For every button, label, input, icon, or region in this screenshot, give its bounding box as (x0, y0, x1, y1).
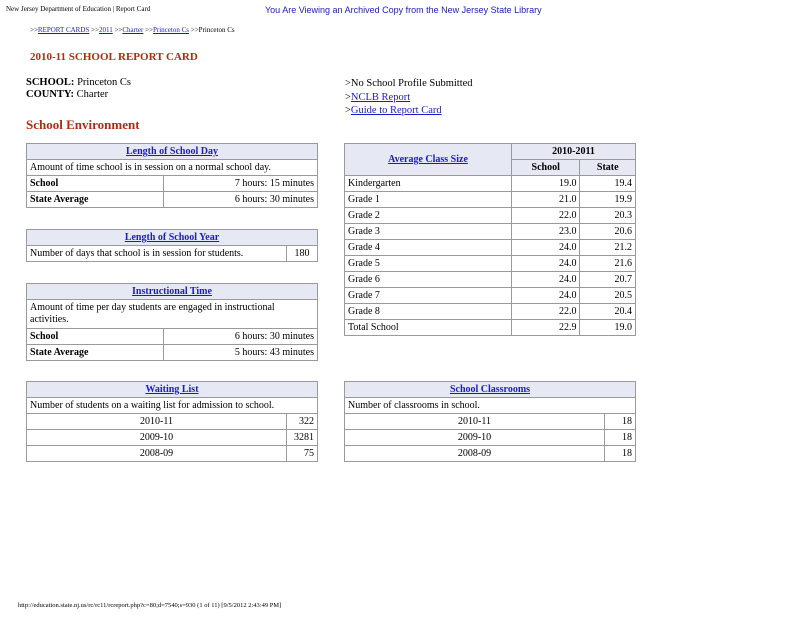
row-label: School (27, 176, 164, 192)
waiting-list-desc: Number of students on a waiting list for admission to school. (27, 398, 318, 414)
link-prefix: > (345, 91, 351, 103)
class-size-year: 2010-2011 (512, 144, 636, 160)
length-of-year-desc: Number of days that school is in session for students. (27, 246, 287, 262)
school-value: 24.0 (512, 288, 580, 304)
waiting-list-header (27, 382, 318, 398)
length-of-year-link[interactable]: Length of School Year (124, 232, 220, 243)
row-value: 322 (287, 414, 318, 430)
row-value: 6 hours: 30 minutes (164, 329, 318, 345)
table-row (345, 240, 636, 256)
school-value: 19.0 (512, 176, 580, 192)
table-row (345, 320, 636, 336)
class-size-header (345, 144, 512, 176)
row-label: State Average (27, 192, 164, 208)
breadcrumb (30, 26, 235, 34)
breadcrumb-sep: >> (114, 26, 123, 34)
grade-label: Grade 8 (345, 304, 512, 320)
col-school: School (512, 160, 580, 176)
table-row (27, 246, 318, 262)
year-label: 2008-09 (27, 446, 287, 462)
class-size-link[interactable]: Average Class Size (388, 154, 468, 165)
row-label: School (27, 329, 164, 345)
school-value: 24.0 (512, 272, 580, 288)
table-row (345, 446, 636, 462)
no-profile-text: >No School Profile Submitted (345, 78, 473, 89)
grade-label: Grade 6 (345, 272, 512, 288)
link-prefix: > (345, 105, 351, 116)
table-row (27, 446, 318, 462)
row-value: 6 hours: 30 minutes (164, 192, 318, 208)
table-row (27, 329, 318, 345)
state-value: 20.7 (580, 272, 636, 288)
row-value: 18 (605, 430, 636, 446)
state-value: 19.9 (580, 192, 636, 208)
row-label: State Average (27, 345, 164, 361)
grade-label: Grade 5 (345, 256, 512, 272)
row-value: 75 (287, 446, 318, 462)
archive-banner: You Are Viewing an Archived Copy from the New Jersey State Library (265, 5, 542, 15)
year-label: 2008-09 (345, 446, 605, 462)
grade-label: Grade 1 (345, 192, 512, 208)
page-title: 2010-11 SCHOOL REPORT CARD (30, 51, 198, 63)
table-row (345, 272, 636, 288)
state-value: 20.5 (580, 288, 636, 304)
grade-label: Kindergarten (345, 176, 512, 192)
grade-label: Grade 7 (345, 288, 512, 304)
state-value: 20.3 (580, 208, 636, 224)
row-value: 7 hours: 15 minutes (164, 176, 318, 192)
school-value: 22.0 (512, 304, 580, 320)
year-label: 2009-10 (27, 430, 287, 446)
grade-label: Total School (345, 320, 512, 336)
table-row (345, 176, 636, 192)
row-value: 18 (605, 446, 636, 462)
table-row (345, 224, 636, 240)
county-value: Charter (76, 89, 109, 100)
breadcrumb-sep: >> (91, 26, 99, 34)
class-size-table (344, 143, 636, 336)
table-row (345, 192, 636, 208)
breadcrumb-current: Princeton Cs (198, 26, 235, 34)
breadcrumb-princeton[interactable]: Princeton Cs (153, 26, 189, 34)
table-row (345, 288, 636, 304)
table-row (345, 304, 636, 320)
state-value: 20.4 (580, 304, 636, 320)
waiting-list-table (26, 381, 318, 462)
table-row (27, 345, 318, 361)
row-value: 5 hours: 43 minutes (164, 345, 318, 361)
length-of-day-desc: Amount of time school is in session on a normal school day. (27, 160, 318, 176)
classrooms-header (345, 382, 636, 398)
state-value: 19.4 (580, 176, 636, 192)
col-state: State (580, 160, 636, 176)
state-value: 20.6 (580, 224, 636, 240)
school-value: 23.0 (512, 224, 580, 240)
year-label: 2009-10 (345, 430, 605, 446)
school-info (26, 77, 131, 101)
table-row (345, 414, 636, 430)
table-row (27, 414, 318, 430)
row-value: 3281 (287, 430, 318, 446)
breadcrumb-charter[interactable]: Charter (122, 26, 144, 34)
school-value: 22.0 (512, 208, 580, 224)
school-label: SCHOOL: (26, 77, 75, 88)
state-value: 19.0 (580, 320, 636, 336)
instructional-time-table (26, 283, 318, 361)
state-value: 21.6 (580, 256, 636, 272)
breadcrumb-sep: >> (145, 26, 154, 34)
table-row (27, 430, 318, 446)
grade-label: Grade 3 (345, 224, 512, 240)
classrooms-link[interactable]: School Classrooms (449, 384, 531, 395)
report-links (345, 77, 473, 118)
length-of-day-link[interactable]: Length of School Day (126, 146, 218, 157)
length-of-day-header (27, 144, 318, 160)
row-value: 18 (605, 414, 636, 430)
breadcrumb-2011[interactable]: 2011 (98, 26, 113, 34)
state-value: 21.2 (580, 240, 636, 256)
length-of-day-table (26, 143, 318, 208)
guide-link[interactable]: Guide to Report Card (350, 105, 442, 116)
top-left-title: New Jersey Department of Education | Report Card (6, 5, 151, 13)
school-value: 24.0 (512, 240, 580, 256)
table-row (345, 430, 636, 446)
page-footer-url: http://education.state.nj.us/rc/rc11/rcreport.php?c=80;d=7540;s=930 (1 of 11) [9/5/2012 2:43:49 PM] (18, 602, 282, 609)
length-of-year-header (27, 230, 318, 246)
grade-label: Grade 4 (345, 240, 512, 256)
table-row (345, 208, 636, 224)
classrooms-desc: Number of classrooms in school. (345, 398, 636, 414)
table-row (27, 192, 318, 208)
year-label: 2010-11 (345, 414, 605, 430)
instructional-time-link[interactable]: Instructional Time (132, 286, 212, 297)
length-of-year-table (26, 229, 318, 262)
breadcrumb-report-cards[interactable]: REPORT CARDS (37, 26, 90, 34)
school-value: 21.0 (512, 192, 580, 208)
length-of-year-value: 180 (287, 246, 318, 262)
section-title: School Environment (26, 117, 140, 132)
breadcrumb-sep: >> (190, 26, 199, 34)
grade-label: Grade 2 (345, 208, 512, 224)
school-value: 22.9 (512, 320, 580, 336)
school-value: Princeton Cs (77, 77, 132, 88)
instructional-time-desc: Amount of time per day students are engaged in instructional activities. (27, 300, 318, 329)
county-label: COUNTY: (26, 89, 75, 100)
year-label: 2010-11 (27, 414, 287, 430)
instructional-time-header (27, 284, 318, 300)
waiting-list-link[interactable]: Waiting List (145, 384, 199, 395)
school-value: 24.0 (512, 256, 580, 272)
breadcrumb-sep: >> (30, 26, 38, 34)
table-row (345, 256, 636, 272)
classrooms-table (344, 381, 636, 462)
nclb-report-link[interactable]: NCLB Report (350, 91, 411, 103)
table-row (27, 176, 318, 192)
